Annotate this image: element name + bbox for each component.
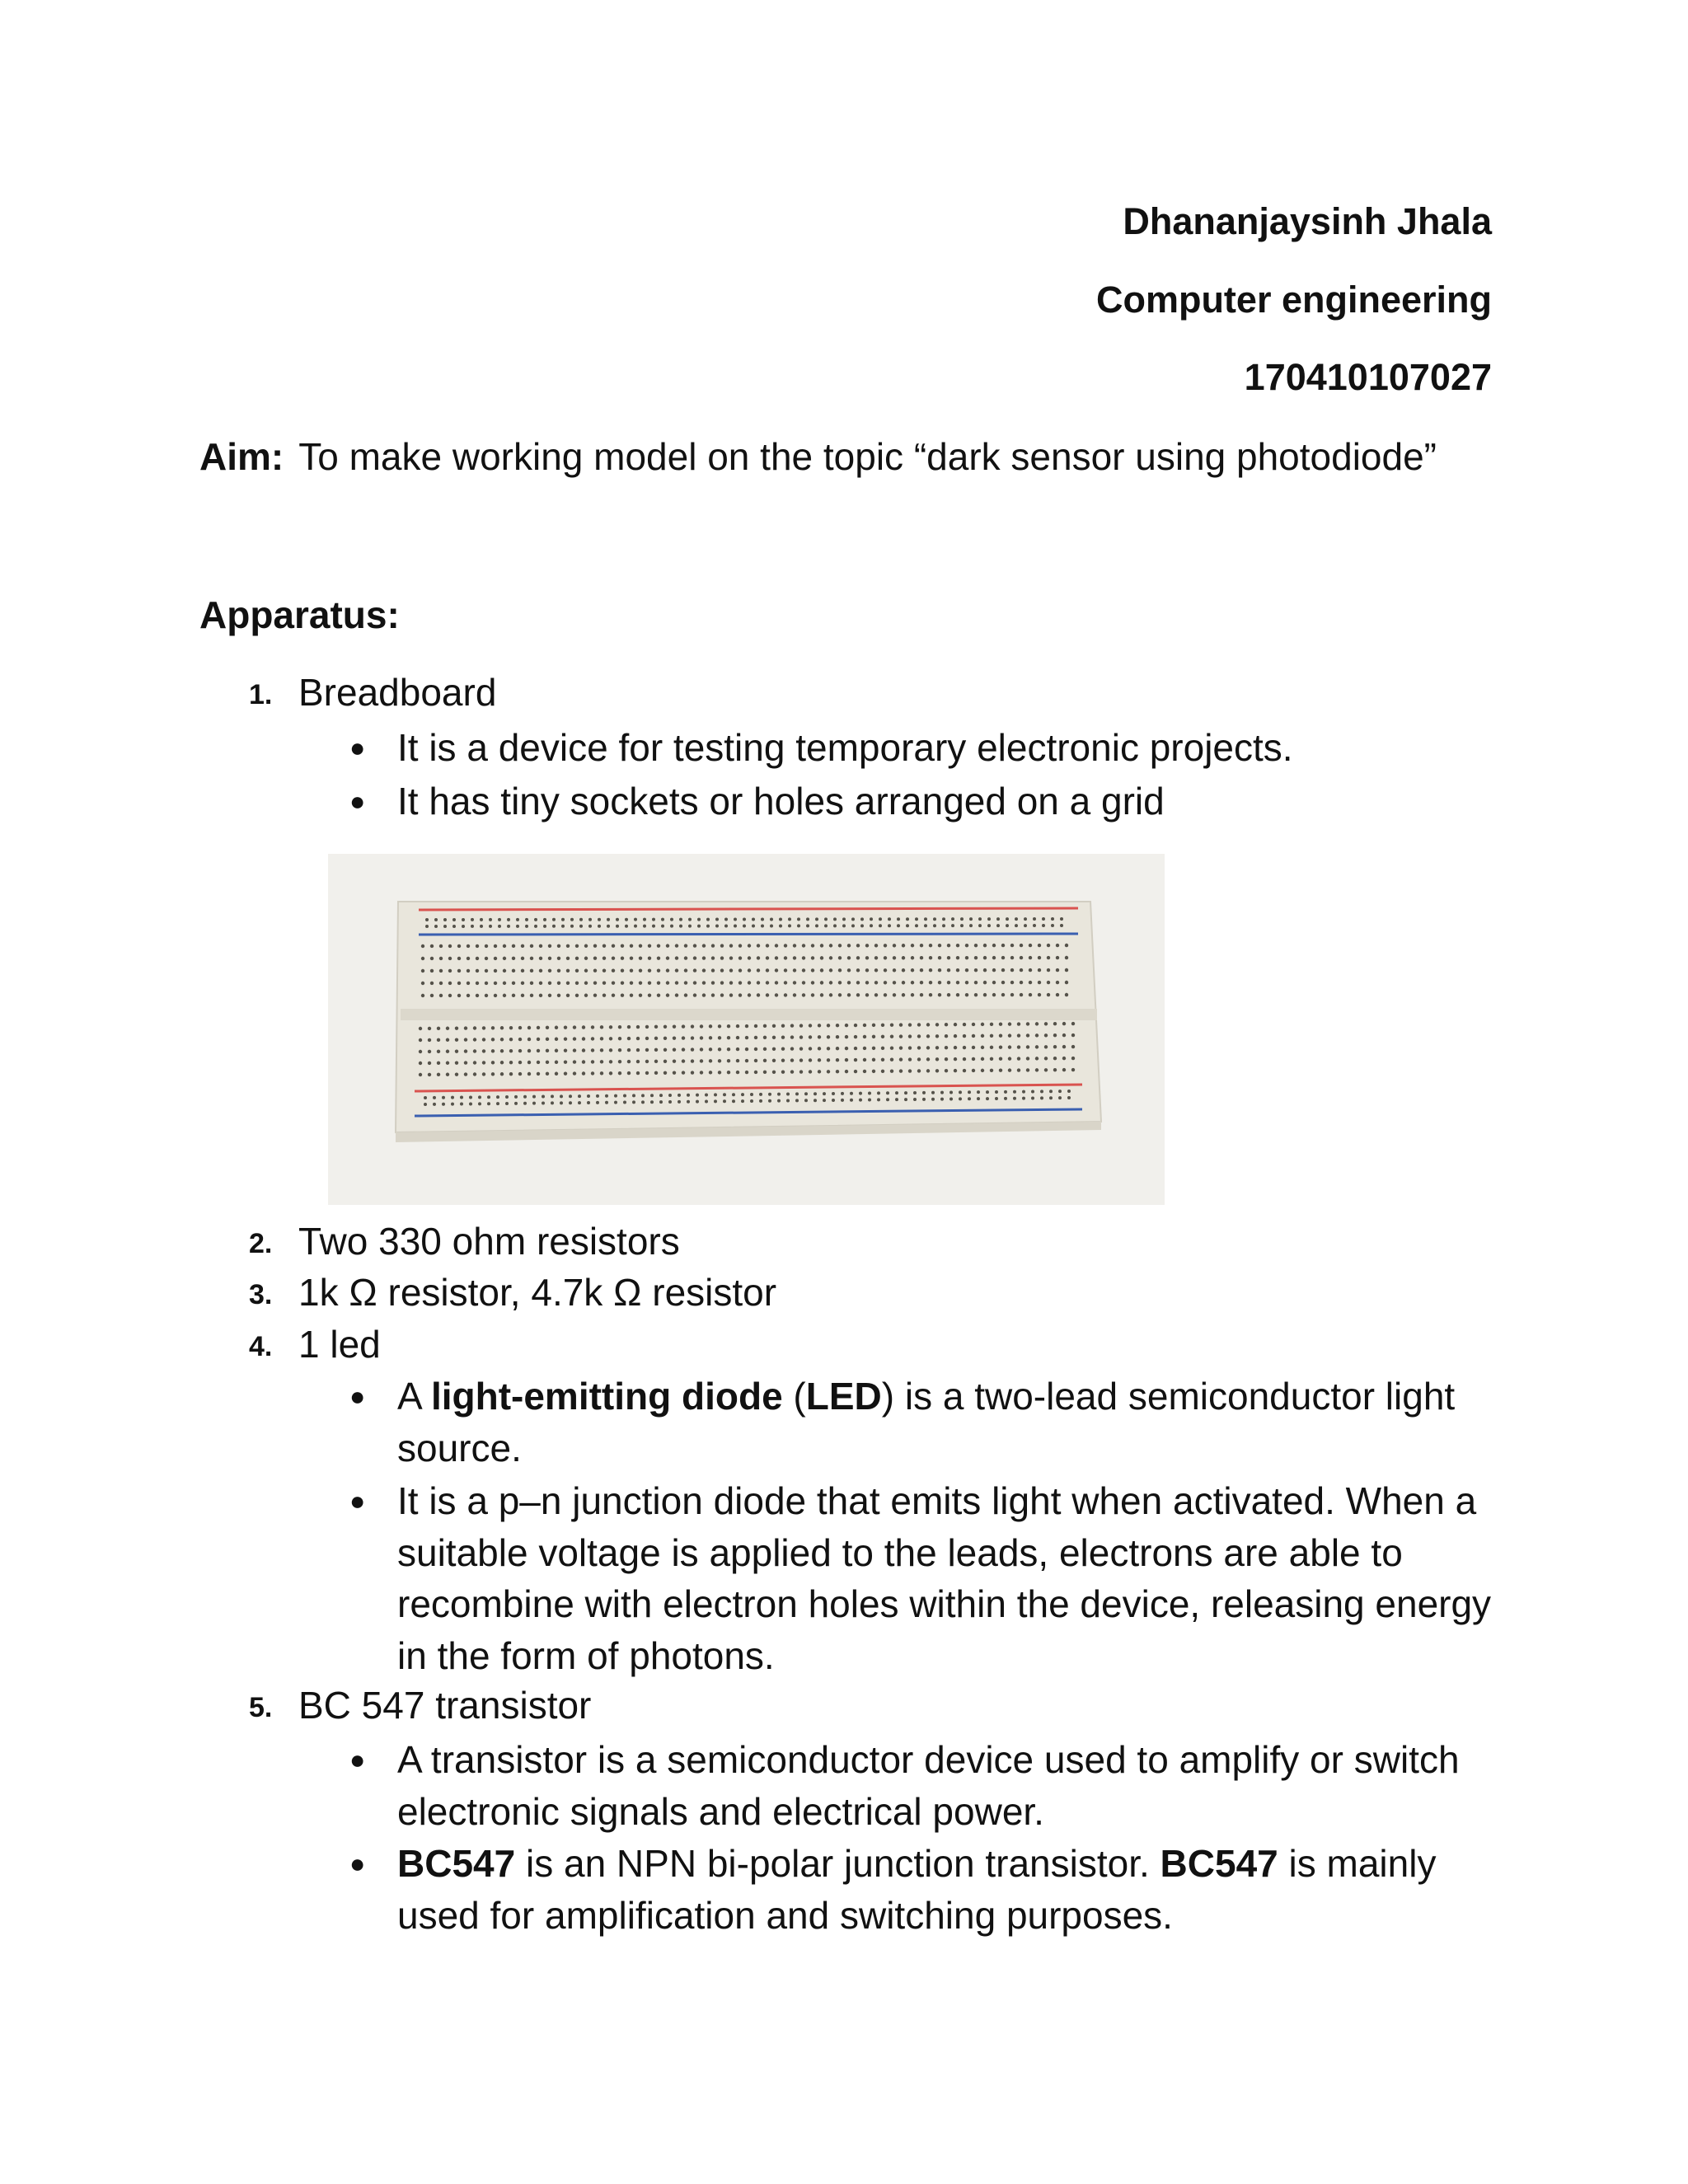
bullet-icon: ●	[349, 786, 366, 816]
list-item	[249, 1220, 680, 1263]
list-number: 3.	[249, 1279, 273, 1310]
aim-line	[199, 435, 1437, 478]
list-item	[249, 671, 497, 714]
bullet-text: It is a p–n junction diode that emits light when activated. When a suitable voltage is applied to the leads, electrons are able to recombine with electron holes within the device, releasing energy in the form of photons.	[397, 1479, 1492, 1677]
list-item-label: 1k Ω resistor, 4.7k Ω resistor	[298, 1271, 777, 1314]
bullet-item	[349, 722, 1493, 774]
aim-label: Aim:	[199, 435, 284, 478]
bullet-item	[349, 1371, 1493, 1474]
list-number: 2.	[249, 1228, 273, 1259]
bullet-item	[349, 776, 1493, 827]
bold-term: LED	[805, 1375, 882, 1418]
bullet-text: A light-emitting diode (LED) is a two-lead semiconductor light source.	[397, 1375, 1456, 1469]
list-item-label: BC 547 transistor	[298, 1684, 592, 1727]
bullet-icon: ●	[349, 733, 366, 762]
bold-term: BC547	[1160, 1842, 1278, 1885]
list-item-label: 1 led	[298, 1323, 381, 1366]
apparatus-heading: Apparatus:	[199, 593, 400, 636]
bullet-item	[349, 1734, 1493, 1837]
bullet-icon: ●	[349, 1486, 366, 1516]
bullet-icon: ●	[349, 1381, 366, 1411]
list-number: 1.	[249, 679, 273, 710]
bold-term: light-emitting diode	[430, 1375, 783, 1418]
aim-text: To make working model on the topic “dark sensor using photodiode”	[298, 435, 1437, 478]
bold-term: BC547	[397, 1842, 516, 1885]
bullet-icon: ●	[349, 1745, 366, 1774]
breadboard-image	[328, 854, 1165, 1205]
list-item-label: Breadboard	[298, 671, 497, 714]
bullet-icon: ●	[349, 1849, 366, 1878]
bullet-text: It has tiny sockets or holes arranged on a grid	[397, 780, 1165, 823]
list-item-label: Two 330 ohm resistors	[298, 1220, 680, 1263]
roll-number: 170410107027	[1244, 356, 1492, 398]
list-item	[249, 1684, 592, 1727]
author-name: Dhananjaysinh Jhala	[1123, 200, 1492, 242]
list-number: 4.	[249, 1331, 273, 1362]
list-item	[249, 1323, 381, 1366]
department: Computer engineering	[1095, 279, 1492, 321]
bullet-text: A transistor is a semiconductor device used to amplify or switch electronic signals and electrical power.	[397, 1738, 1460, 1833]
list-number: 5.	[249, 1692, 273, 1723]
bullet-text: BC547 is an NPN bi-polar junction transistor. BC547 is mainly used for amplification and switching purposes.	[397, 1842, 1437, 1937]
bullet-text: It is a device for testing temporary electronic projects.	[397, 726, 1293, 769]
bullet-item	[349, 1838, 1493, 1941]
list-item	[249, 1271, 777, 1314]
bullet-item	[349, 1475, 1493, 1681]
